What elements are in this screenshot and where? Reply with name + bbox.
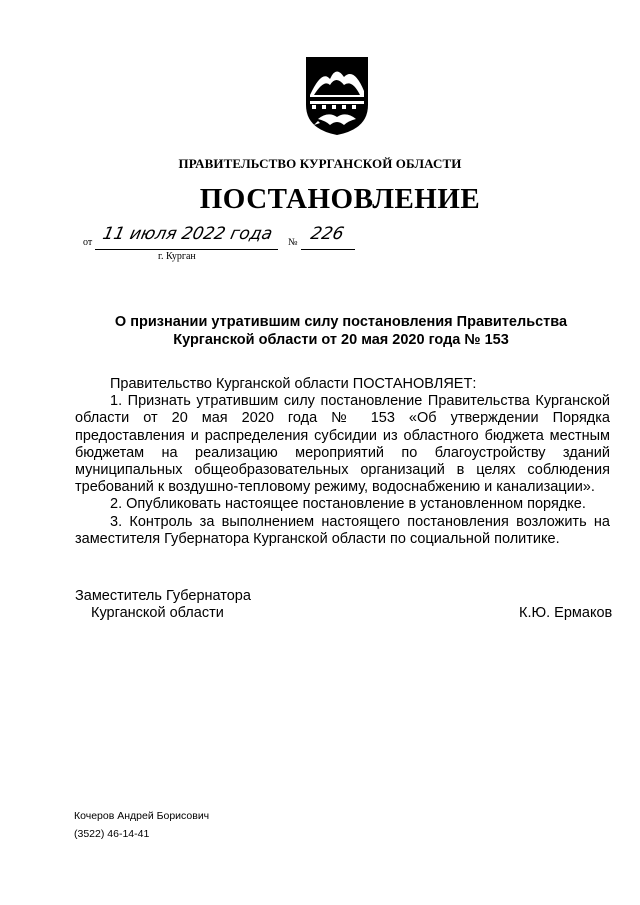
handwritten-date: 11 июля 2022 года bbox=[100, 224, 275, 244]
number-underline bbox=[301, 248, 355, 250]
date-underline bbox=[95, 248, 278, 250]
date-number-row bbox=[83, 226, 383, 276]
document-title bbox=[60, 313, 622, 349]
signatory-name: К.Ю. Ермаков bbox=[519, 605, 613, 621]
number-prefix: № bbox=[288, 237, 298, 248]
title-line-1: О признании утратившим силу постановления Правительства bbox=[114, 314, 568, 330]
coat-of-arms-icon bbox=[304, 55, 370, 137]
handwritten-number: 226 bbox=[308, 224, 346, 244]
executor-name: Кочеров Андрей Борисович bbox=[74, 810, 210, 822]
body-item-3: 3. Контроль за выполнением настоящего постановления возложить на заместителя Губернатора Курганской области по социальной политике. bbox=[75, 513, 610, 547]
signatory-title-line-1: Заместитель Губернатора bbox=[75, 588, 251, 604]
body-intro: Правительство Курганской области ПОСТАНОВЛЯЕТ: bbox=[110, 376, 477, 392]
executor-phone: (3522) 46-14-41 bbox=[74, 828, 150, 840]
place-label: г. Курган bbox=[158, 251, 196, 262]
government-name: ПРАВИТЕЛЬСТВО КУРГАНСКОЙ ОБЛАСТИ bbox=[178, 156, 462, 171]
title-line-2: Курганской области от 20 мая 2020 года № 153 bbox=[173, 332, 509, 348]
document-body bbox=[75, 376, 610, 548]
document-type-heading: ПОСТАНОВЛЕНИЕ bbox=[199, 183, 481, 215]
body-item-2: 2. Опубликовать настоящее постановление в установленном порядке. bbox=[110, 496, 586, 513]
date-prefix: от bbox=[83, 237, 93, 248]
body-item-1: 1. Признать утратившим силу постановление Правительства Курганской области от 20 мая 2020 года № 153 «Об утверждении Порядка предоставления и распределения субсидии из областного бюджета местным бюджетам на реализацию мероприятий по благоустройству зданий муниципальных общеобразовательных организаций в целях соблюдения требований к воздушно-тепловому режиму, водоснабжению и канализации». bbox=[75, 393, 610, 496]
signatory-title-line-2: Курганской области bbox=[91, 605, 224, 621]
